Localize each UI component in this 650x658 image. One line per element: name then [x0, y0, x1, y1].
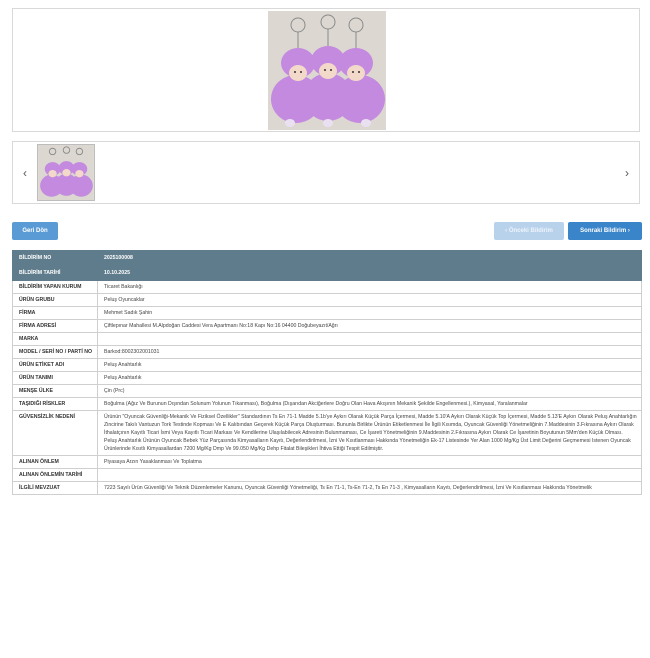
table-row	[13, 398, 642, 411]
previous-notification-button[interactable]: ‹ Önceki Bildirim	[494, 222, 564, 240]
table-row	[13, 251, 642, 266]
field-value: 7223 Sayılı Ürün Güvenliği Ve Teknik Düzenlemeler Kanunu, Oyuncak Güvenliği Yönetmeliği, Ts En 71-1, Ts-En 71-2, Ts En 71-3 , Kimyasalların Kayıtı, Değerlendirilmesi, İzni Ve Kısıtlanması Hakkında Yönetmelik	[98, 482, 642, 495]
table-row	[13, 469, 642, 482]
field-value: Barkod:8002302001031	[98, 346, 642, 359]
field-label: MODEL / SERİ NO / PARTİ NO	[13, 346, 98, 359]
table-row	[13, 294, 642, 307]
field-value	[98, 469, 642, 482]
notification-details-table	[12, 250, 642, 495]
main-product-image[interactable]	[268, 11, 386, 130]
plush-keychain-thumbnail-icon	[38, 145, 94, 200]
field-value	[98, 333, 642, 346]
field-label: ÜRÜN ETİKET ADI	[13, 359, 98, 372]
table-row	[13, 372, 642, 385]
field-value: 2025100008	[98, 251, 642, 266]
field-label: BİLDİRİM NO	[13, 251, 98, 266]
table-row	[13, 320, 642, 333]
thumbnail-next-button[interactable]	[617, 142, 637, 203]
field-label: ALINAN ÖNLEM	[13, 456, 98, 469]
field-value: Peluş Anahtarlık	[98, 359, 642, 372]
field-label: İLGİLİ MEVZUAT	[13, 482, 98, 495]
next-notification-button[interactable]: Sonraki Bildirim ›	[568, 222, 642, 240]
field-value: Çin (Prc)	[98, 385, 642, 398]
thumbnail-strip	[12, 141, 640, 204]
field-label: ALINAN ÖNLEMİN TARİHİ	[13, 469, 98, 482]
table-row	[13, 281, 642, 294]
field-value: Boğulma (Ağız Ve Burunun Dışından Solunum Yolunun Tıkanması), Boğulma (Dışarıdan Akciğerlere Doğru Olan Hava Akışının Mekanik Şekilde Engellenmesi.), Kimyasal, Yaralanmalar	[98, 398, 642, 411]
table-row	[13, 482, 642, 495]
field-value: Peluş Anahtarlık	[98, 372, 642, 385]
field-label: ÜRÜN GRUBU	[13, 294, 98, 307]
field-label: FİRMA	[13, 307, 98, 320]
chevron-left-icon: ‹	[23, 165, 27, 180]
field-value: 10.10.2025	[98, 266, 642, 281]
table-row	[13, 385, 642, 398]
main-image-viewer	[12, 8, 640, 132]
back-button[interactable]: Geri Dön	[12, 222, 58, 240]
table-row	[13, 456, 642, 469]
table-row	[13, 411, 642, 456]
field-label: ÜRÜN TANIMI	[13, 372, 98, 385]
thumbnail-prev-button[interactable]	[15, 142, 35, 203]
field-label: FİRMA ADRESİ	[13, 320, 98, 333]
field-label: BİLDİRİM YAPAN KURUM	[13, 281, 98, 294]
thumbnail-image[interactable]	[37, 144, 95, 201]
field-label: MENŞE ÜLKE	[13, 385, 98, 398]
table-row	[13, 346, 642, 359]
table-row	[13, 333, 642, 346]
field-label: GÜVENSİZLİK NEDENİ	[13, 411, 98, 456]
field-value: Piyasaya Arzın Yasaklanması Ve Toplatma	[98, 456, 642, 469]
field-value: Çiftlepınar Mahallesi M.Alpdoğan Caddesi Vera Apartmanı No:18 Kapı No:16 04400 Doğubeyazıt/Ağrı	[98, 320, 642, 333]
chevron-right-icon: ›	[625, 165, 629, 180]
field-value: Peluş Oyuncaklar	[98, 294, 642, 307]
table-row	[13, 266, 642, 281]
field-label: MARKA	[13, 333, 98, 346]
field-value: Ürünün "Oyuncak Güvenliği-Mekanik Ve Fiziksel Özellikler" Standardının Ts En 71-1 Madde 5.1b'ye Aykırı Olarak Küçük Parça İçermesi, Madde 5.10'A Aykırı Olarak Küçük Top İçermesi, Madde 5.13'E Aykırı Olarak Peluş Anahtarlığın Zincirine Takılı Vantuzun Tork Testinde Kopması Ve E Kalıbından Geçerek Küçük Parça Oluşturması. Bununla Birlikte Ürünün Etiketlenmesi İle İlgili Kısımda, Oyuncak Güvenliği Yönetmeliğinin 7.Maddesinin 3.Fıkrasına Aykırı Olarak İthalatçının Kayıtlı Ticari İsmi Veya Kayıtlı Ticari Markası Ve Kendilerine Ulaşılabilecek Adresinin Bulunmaması, Ce İşareti Yönetmeliğinin 9.Maddesinin 2.Fıkrasına Aykırı Olarak Ce İşaretinin Boyutunun 5Mm'den Küçük Olması. Peluş Anahtarlık Ürünün Oyuncak Bebek Yüz Parçasında Kimyasalların Kayıtı, Değerlendirilmesi, İzni Ve Kısıtlanması Hakkında Yönetmeliğin Ek-17 Listesinde Yer Alan 1000 Mg/Kg Üst Limit Değerini Geçmemesi Istenen Oyuncak Ürünlerinde Kısıtlı Kimyasallardan 7200 Mg/Kg Dmp Ve 99.050 Mg/Kg Dehp Fitalat Bileşikleri İhtiva Ettiği Tespit Edilmiştir.	[98, 411, 642, 456]
table-row	[13, 307, 642, 320]
plush-keychain-photo-icon	[268, 11, 386, 130]
field-label: TAŞIDIĞI RİSKLER	[13, 398, 98, 411]
field-value: Mehmet Sadık Şahin	[98, 307, 642, 320]
field-label: BİLDİRİM TARİHİ	[13, 266, 98, 281]
table-row	[13, 359, 642, 372]
field-value: Ticaret Bakanlığı	[98, 281, 642, 294]
